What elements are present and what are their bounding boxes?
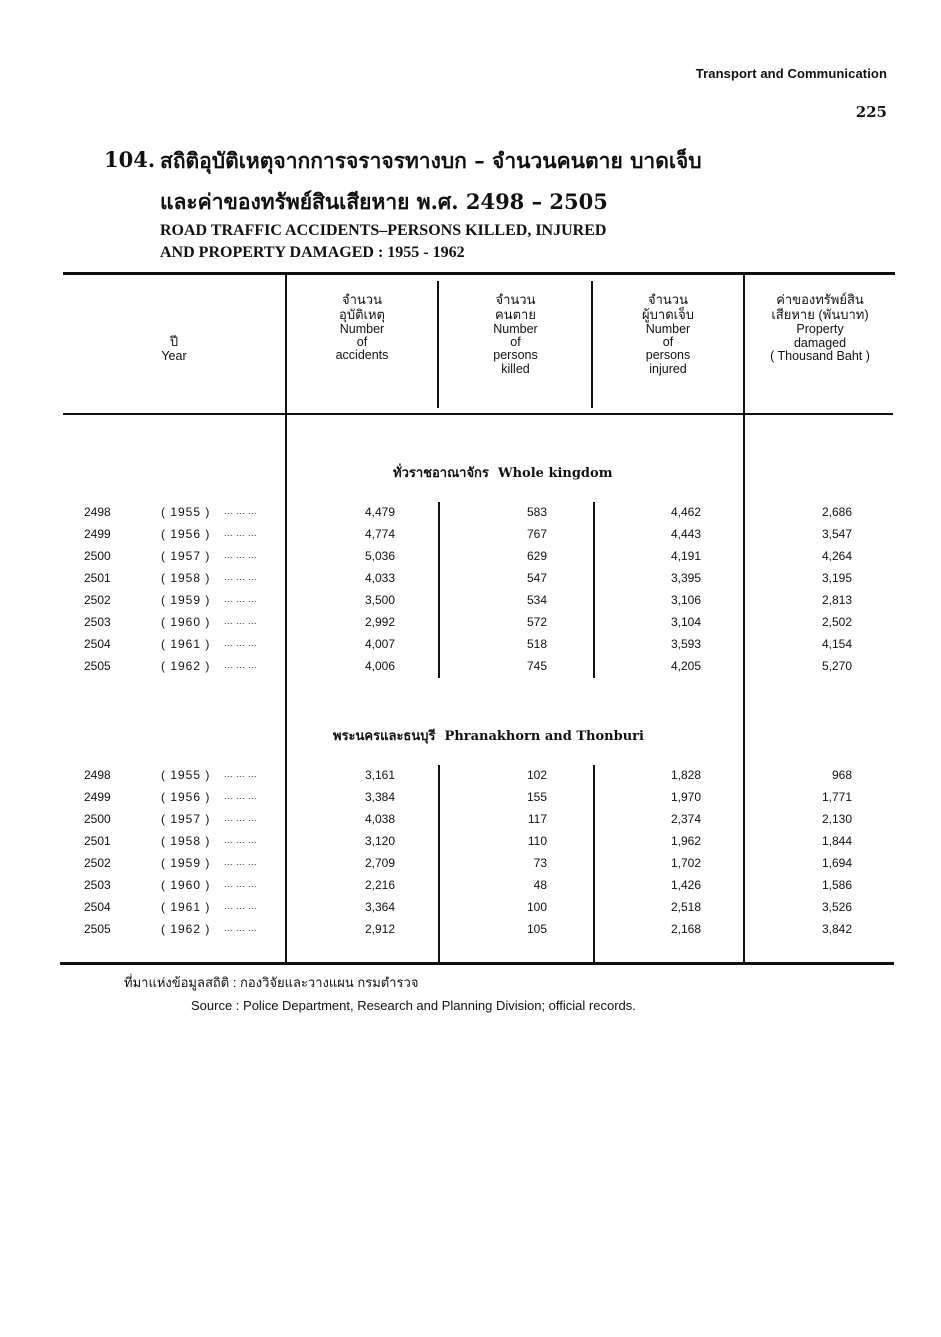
table-number: 104. xyxy=(104,147,156,172)
cell-property: 968 xyxy=(831,768,852,782)
year-be: 2505 xyxy=(84,659,111,673)
year-be: 2502 xyxy=(84,856,111,870)
table-row xyxy=(0,812,941,834)
header-property-en-1: Property xyxy=(796,322,844,336)
header-killed-en-3: persons xyxy=(493,348,538,362)
header-property xyxy=(745,292,895,363)
cell-killed: 102 xyxy=(526,768,547,782)
cell-accidents: 2,216 xyxy=(364,878,395,892)
leader-dots: ... ... ... xyxy=(224,506,258,516)
cell-accidents: 3,364 xyxy=(364,900,395,914)
header-accidents xyxy=(287,292,437,363)
cell-injured: 4,191 xyxy=(670,549,701,563)
cell-injured: 1,962 xyxy=(670,834,701,848)
year-be: 2500 xyxy=(84,812,111,826)
cell-accidents: 3,120 xyxy=(364,834,395,848)
table-bottom-rule xyxy=(60,962,894,965)
cell-accidents: 4,038 xyxy=(364,812,395,826)
section-title-phranakhorn-thonburi xyxy=(333,725,644,746)
year-ad: ( 1957 ) xyxy=(161,812,211,826)
table-row xyxy=(0,615,941,637)
cell-accidents: 3,500 xyxy=(364,593,395,607)
cell-accidents: 4,007 xyxy=(364,637,395,651)
leader-dots: ... ... ... xyxy=(224,769,258,779)
table-row xyxy=(0,527,941,549)
cell-property: 2,813 xyxy=(821,593,852,607)
table-row xyxy=(0,878,941,900)
cell-injured: 1,828 xyxy=(670,768,701,782)
cell-injured: 1,970 xyxy=(670,790,701,804)
leader-dots: ... ... ... xyxy=(224,638,258,648)
leader-dots: ... ... ... xyxy=(224,616,258,626)
cell-injured: 4,205 xyxy=(670,659,701,673)
header-year-thai: ปี xyxy=(169,334,179,349)
title-english-line-1: ROAD TRAFFIC ACCIDENTS–PERSONS KILLED, INJURED xyxy=(160,222,607,239)
cell-killed: 583 xyxy=(526,505,547,519)
year-be: 2505 xyxy=(84,922,111,936)
header-accidents-thai-1: จำนวน xyxy=(342,292,382,307)
cell-killed: 117 xyxy=(527,812,547,826)
header-killed-en-2: of xyxy=(510,335,521,349)
year-be: 2499 xyxy=(84,790,111,804)
header-property-thai-2: เสียหาย (พันบาท) xyxy=(771,307,869,322)
leader-dots: ... ... ... xyxy=(224,594,258,604)
cell-killed: 105 xyxy=(526,922,547,936)
cell-killed: 518 xyxy=(526,637,547,651)
table-row xyxy=(0,834,941,856)
leader-dots: ... ... ... xyxy=(224,572,258,582)
cell-property: 5,270 xyxy=(821,659,852,673)
header-injured-en-1: Number xyxy=(645,322,691,336)
year-be: 2504 xyxy=(84,900,111,914)
table-row xyxy=(0,659,941,681)
year-be: 2503 xyxy=(84,878,111,892)
table-row xyxy=(0,637,941,659)
year-be: 2502 xyxy=(84,593,111,607)
leader-dots: ... ... ... xyxy=(224,550,258,560)
header-property-en-3: ( Thousand Baht ) xyxy=(770,349,870,363)
title-thai-line-2: และค่าของทรัพย์สินเสียหาย พ.ศ. 2498 – 2505 xyxy=(160,189,608,214)
cell-accidents: 4,033 xyxy=(364,571,395,585)
header-accidents-en-1: Number xyxy=(339,322,385,336)
cell-killed: 73 xyxy=(533,856,547,870)
source-note-english: Source : Police Department, Research and Planning Division; official records. xyxy=(191,998,636,1013)
cell-injured: 2,518 xyxy=(670,900,701,914)
cell-accidents: 2,912 xyxy=(364,922,395,936)
running-head: Transport and Communication xyxy=(695,66,887,81)
year-ad: ( 1961 ) xyxy=(161,900,211,914)
leader-dots: ... ... ... xyxy=(224,879,258,889)
table-row xyxy=(0,856,941,878)
section-title-thai: พระนครและธนบุรี xyxy=(333,729,436,744)
cell-killed: 767 xyxy=(526,527,547,541)
year-ad: ( 1960 ) xyxy=(161,878,211,892)
cell-killed: 534 xyxy=(526,593,547,607)
cell-killed: 110 xyxy=(527,834,547,848)
cell-killed: 100 xyxy=(526,900,547,914)
cell-injured: 2,374 xyxy=(670,812,701,826)
table-row xyxy=(0,549,941,571)
leader-dots: ... ... ... xyxy=(224,791,258,801)
cell-killed: 745 xyxy=(526,659,547,673)
cell-property: 4,264 xyxy=(821,549,852,563)
table-row xyxy=(0,768,941,790)
title-thai-line-1: สถิติอุบัติเหตุจากการจราจรทางบก – จำนวนคนตาย บาดเจ็บ xyxy=(160,148,702,173)
section-title-whole-kingdom xyxy=(393,462,612,483)
header-killed-en-1: Number xyxy=(493,322,538,336)
cell-injured: 3,106 xyxy=(670,593,701,607)
year-ad: ( 1961 ) xyxy=(161,637,211,651)
cell-accidents: 4,006 xyxy=(364,659,395,673)
cell-property: 1,844 xyxy=(821,834,852,848)
year-be: 2501 xyxy=(84,571,111,585)
header-property-thai-1: ค่าของทรัพย์สิน xyxy=(776,292,864,307)
cell-killed: 155 xyxy=(526,790,547,804)
year-ad: ( 1959 ) xyxy=(161,593,211,607)
year-ad: ( 1956 ) xyxy=(161,527,211,541)
header-killed-en-4: killed xyxy=(501,362,530,376)
header-year-english: Year xyxy=(161,349,187,363)
table-row xyxy=(0,790,941,812)
header-injured-thai-1: จำนวน xyxy=(648,292,688,307)
cell-injured: 1,426 xyxy=(670,878,701,892)
leader-dots: ... ... ... xyxy=(224,660,258,670)
year-be: 2503 xyxy=(84,615,111,629)
leader-dots: ... ... ... xyxy=(224,528,258,538)
cell-accidents: 4,479 xyxy=(364,505,395,519)
cell-property: 3,526 xyxy=(821,900,852,914)
header-injured-en-3: persons xyxy=(645,348,691,362)
year-ad: ( 1958 ) xyxy=(161,834,211,848)
header-property-en-2: damaged xyxy=(793,336,847,350)
year-be: 2499 xyxy=(84,527,111,541)
leader-dots: ... ... ... xyxy=(224,901,258,911)
cell-accidents: 2,992 xyxy=(364,615,395,629)
year-ad: ( 1962 ) xyxy=(161,659,211,673)
leader-dots: ... ... ... xyxy=(224,835,258,845)
cell-injured: 3,593 xyxy=(670,637,701,651)
header-accidents-thai-2: อุบัติเหตุ xyxy=(339,307,385,322)
year-ad: ( 1958 ) xyxy=(161,571,211,585)
year-be: 2504 xyxy=(84,637,111,651)
year-ad: ( 1955 ) xyxy=(161,505,211,519)
leader-dots: ... ... ... xyxy=(224,813,258,823)
cell-injured: 4,443 xyxy=(670,527,701,541)
title-english-line-2: AND PROPERTY DAMAGED : 1955 - 1962 xyxy=(160,244,465,261)
cell-killed: 48 xyxy=(533,878,547,892)
cell-property: 4,154 xyxy=(821,637,852,651)
year-be: 2498 xyxy=(84,505,111,519)
cell-property: 3,842 xyxy=(821,922,852,936)
leader-dots: ... ... ... xyxy=(224,923,258,933)
leader-dots: ... ... ... xyxy=(224,857,258,867)
year-be: 2501 xyxy=(84,834,111,848)
cell-killed: 547 xyxy=(526,571,547,585)
cell-property: 2,686 xyxy=(821,505,852,519)
cell-property: 2,130 xyxy=(821,812,852,826)
cell-property: 1,771 xyxy=(821,790,852,804)
year-ad: ( 1956 ) xyxy=(161,790,211,804)
cell-injured: 3,395 xyxy=(670,571,701,585)
cell-injured: 1,702 xyxy=(670,856,701,870)
header-killed-thai-1: จำนวน xyxy=(495,292,536,307)
cell-accidents: 3,161 xyxy=(364,768,395,782)
source-note-thai: ที่มาแห่งข้อมูลสถิติ : กองวิจัยและวางแผน กรมตำรวจ xyxy=(124,975,419,990)
header-killed xyxy=(439,292,592,376)
year-ad: ( 1960 ) xyxy=(161,615,211,629)
cell-killed: 629 xyxy=(526,549,547,563)
cell-accidents: 2,709 xyxy=(364,856,395,870)
cell-property: 3,195 xyxy=(821,571,852,585)
header-injured-en-2: of xyxy=(662,335,674,349)
header-year xyxy=(63,334,285,364)
section-title-english: Whole kingdom xyxy=(497,466,613,481)
cell-injured: 4,462 xyxy=(670,505,701,519)
header-injured xyxy=(593,292,743,376)
header-injured-thai-2: ผู้บาดเจ็บ xyxy=(642,307,694,322)
cell-property: 1,694 xyxy=(821,856,852,870)
cell-property: 1,586 xyxy=(821,878,852,892)
year-be: 2498 xyxy=(84,768,111,782)
table-row xyxy=(0,922,941,944)
year-ad: ( 1962 ) xyxy=(161,922,211,936)
header-bottom-rule xyxy=(63,413,893,415)
cell-property: 3,547 xyxy=(821,527,852,541)
header-accidents-en-3: accidents xyxy=(335,348,389,362)
year-ad: ( 1955 ) xyxy=(161,768,211,782)
year-ad: ( 1959 ) xyxy=(161,856,211,870)
year-be: 2500 xyxy=(84,549,111,563)
cell-accidents: 5,036 xyxy=(364,549,395,563)
header-killed-thai-2: คนตาย xyxy=(495,307,536,322)
table-row xyxy=(0,900,941,922)
table-row xyxy=(0,593,941,615)
table-row xyxy=(0,505,941,527)
cell-killed: 572 xyxy=(526,615,547,629)
cell-property: 2,502 xyxy=(821,615,852,629)
cell-injured: 3,104 xyxy=(670,615,701,629)
year-ad: ( 1957 ) xyxy=(161,549,211,563)
cell-accidents: 3,384 xyxy=(364,790,395,804)
page-number: 225 xyxy=(855,103,887,121)
section-title-english: Phranakhorn and Thonburi xyxy=(444,729,644,744)
cell-injured: 2,168 xyxy=(670,922,701,936)
table-row xyxy=(0,571,941,593)
table-top-rule xyxy=(63,272,895,275)
cell-accidents: 4,774 xyxy=(364,527,395,541)
header-accidents-en-2: of xyxy=(356,335,368,349)
section-title-thai: ทั่วราชอาณาจักร xyxy=(393,466,489,481)
header-injured-en-4: injured xyxy=(649,362,687,376)
